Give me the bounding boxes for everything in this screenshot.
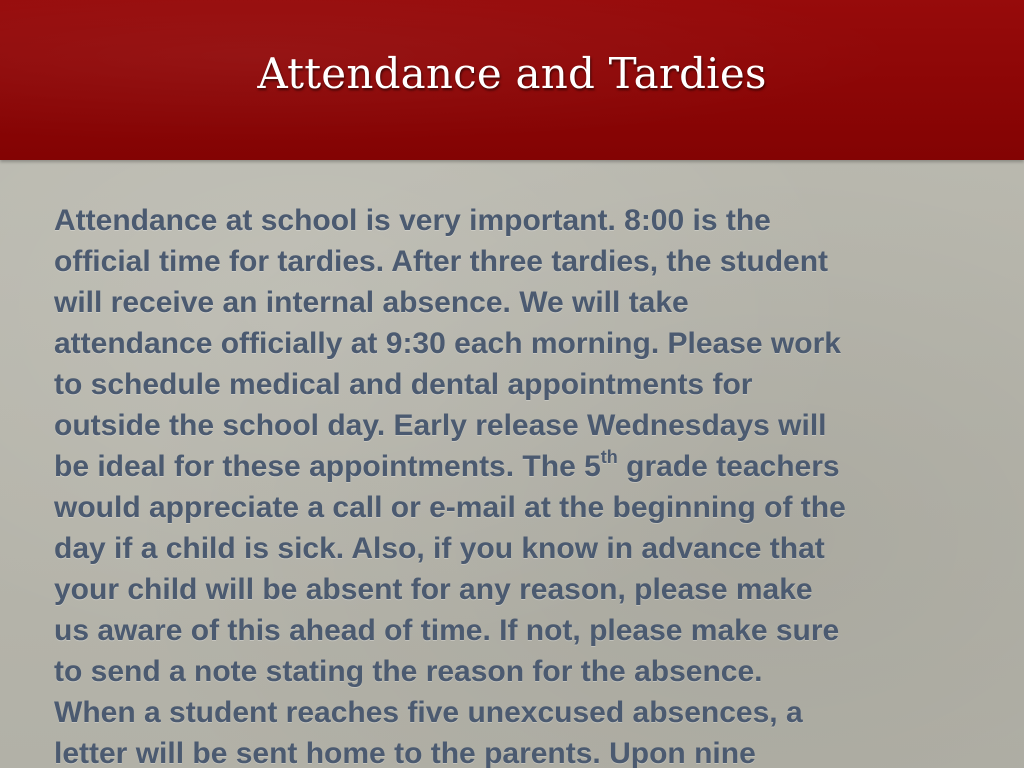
ordinal-superscript: th	[600, 447, 618, 467]
body-line: your child will be absent for any reason, please make	[54, 573, 813, 606]
body-line: us aware of this ahead of time. If not, please make sure	[54, 614, 840, 647]
body-line	[54, 446, 974, 487]
body-line: to schedule medical and dental appointments for	[54, 368, 753, 401]
body-line-text: grade teachers	[617, 450, 840, 483]
body-line: outside the school day. Early release Wednesdays will	[54, 409, 827, 442]
body-line: letter will be sent home to the parents. Upon nine	[54, 737, 756, 768]
body-line: Attendance at school is very important. 8:00 is the	[54, 204, 771, 237]
body-line: will receive an internal absence. We will take	[54, 286, 689, 319]
body-line: official time for tardies. After three tardies, the student	[54, 245, 829, 278]
body-line: would appreciate a call or e-mail at the beginning of the	[54, 491, 846, 524]
body-line-text: be ideal for these appointments. The 5	[54, 450, 601, 483]
body-line: attendance officially at 9:30 each morning. Please work	[54, 327, 841, 360]
title-banner	[0, 0, 1024, 160]
body-line: When a student reaches five unexcused absences, a	[54, 696, 803, 729]
body-line: to send a note stating the reason for the absence.	[54, 655, 763, 688]
body-paragraph	[54, 200, 974, 768]
body-line: day if a child is sick. Also, if you know in advance that	[54, 532, 825, 565]
slide-title: Attendance and Tardies	[257, 49, 767, 98]
